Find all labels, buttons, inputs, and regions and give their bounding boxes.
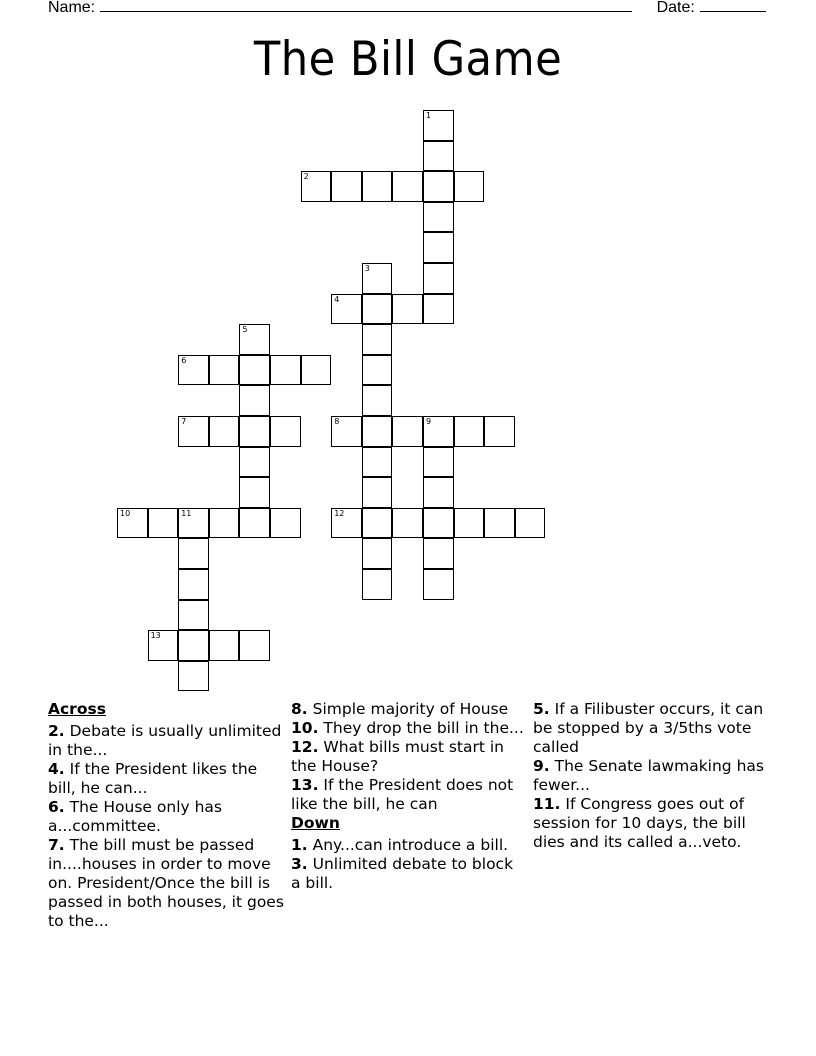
crossword-cell[interactable] <box>362 324 393 355</box>
crossword-cell[interactable] <box>392 508 423 539</box>
clue-down-1 <box>291 836 526 855</box>
crossword-cell[interactable] <box>454 171 485 202</box>
clue-number: 11. <box>533 795 561 813</box>
crossword-cell[interactable] <box>423 447 454 478</box>
crossword-cell[interactable] <box>423 477 454 508</box>
crossword-cell[interactable] <box>178 661 209 692</box>
cell-number: 7 <box>181 417 187 426</box>
crossword-cell[interactable] <box>423 508 454 539</box>
crossword-cell[interactable] <box>423 294 454 325</box>
crossword-cell[interactable] <box>270 416 301 447</box>
crossword-cell[interactable] <box>362 538 393 569</box>
crossword-cell[interactable] <box>239 324 270 355</box>
clues-column-3 <box>533 700 773 852</box>
crossword-cell[interactable] <box>178 569 209 600</box>
crossword-cell[interactable] <box>454 416 485 447</box>
clue-number: 7. <box>48 836 65 854</box>
crossword-cell[interactable] <box>423 202 454 233</box>
crossword-cell[interactable] <box>209 508 240 539</box>
clue-text: The bill must be passed in....houses in order to move on. President/Once the bill is passed in both houses, it goes to the... <box>48 836 284 930</box>
clue-down-3 <box>291 855 526 893</box>
crossword-cell[interactable] <box>209 416 240 447</box>
crossword-cell[interactable] <box>362 569 393 600</box>
crossword-cell[interactable] <box>239 385 270 416</box>
cell-number: 5 <box>242 325 248 335</box>
crossword-cell[interactable] <box>239 477 270 508</box>
crossword-cell[interactable] <box>362 294 393 325</box>
clue-text: If the President does not like the bill, he can <box>291 776 514 813</box>
crossword-cell[interactable] <box>392 171 423 202</box>
clue-number: 9. <box>533 757 550 775</box>
crossword-cell[interactable] <box>239 355 270 386</box>
crossword-cell[interactable] <box>515 508 546 539</box>
clue-down-9 <box>533 757 773 795</box>
crossword-cell[interactable] <box>331 294 362 325</box>
cell-number: 8 <box>334 417 340 426</box>
clue-down-11 <box>533 795 773 852</box>
crossword-cell[interactable] <box>423 171 454 202</box>
clue-number: 10. <box>291 719 319 737</box>
crossword-cell[interactable] <box>331 171 362 202</box>
clues-column-1 <box>48 700 288 931</box>
crossword-cell[interactable] <box>362 171 393 202</box>
crossword-cell[interactable] <box>331 416 362 447</box>
clue-across-10 <box>291 719 526 738</box>
clue-text: Simple majority of House <box>312 700 509 718</box>
clue-text: The House only has a...committee. <box>48 798 222 835</box>
crossword-cell[interactable] <box>239 630 270 661</box>
clue-text: What bills must start in the House? <box>291 738 504 775</box>
crossword-cell[interactable] <box>392 294 423 325</box>
cell-number: 6 <box>181 355 187 365</box>
crossword-cell[interactable] <box>117 508 148 539</box>
clue-across-4 <box>48 760 288 798</box>
cell-number: 10 <box>120 508 131 518</box>
clue-number: 4. <box>48 760 65 778</box>
clue-number: 2. <box>48 722 65 740</box>
page-title: The Bill Game <box>253 32 563 87</box>
clue-text: Debate is usually unlimited in the... <box>48 722 282 759</box>
crossword-cell[interactable] <box>423 263 454 294</box>
crossword-cell[interactable] <box>270 508 301 539</box>
clue-text: The Senate lawmaking has fewer... <box>533 757 764 794</box>
clue-number: 13. <box>291 776 319 794</box>
clue-number: 12. <box>291 738 319 756</box>
clue-down-5 <box>533 700 773 757</box>
cell-number: 11 <box>181 508 192 518</box>
clue-text: Any...can introduce a bill. <box>312 836 509 854</box>
clue-number: 8. <box>291 700 308 718</box>
clue-number: 5. <box>533 700 550 718</box>
clue-number: 1. <box>291 836 308 854</box>
crossword-cell[interactable] <box>423 538 454 569</box>
clue-across-6 <box>48 798 288 836</box>
crossword-cell[interactable] <box>362 263 393 294</box>
cell-number: 3 <box>364 264 370 273</box>
crossword-cell[interactable] <box>178 355 209 386</box>
crossword-cell[interactable] <box>270 355 301 386</box>
crossword-cell[interactable] <box>362 355 393 386</box>
crossword-cell[interactable] <box>148 508 179 539</box>
crossword-cell[interactable] <box>362 385 393 416</box>
clue-number: 6. <box>48 798 65 816</box>
crossword-cell[interactable] <box>239 508 270 539</box>
crossword-cell[interactable] <box>454 508 485 539</box>
crossword-cell[interactable] <box>178 538 209 569</box>
clue-across-8 <box>291 700 526 719</box>
crossword-cell[interactable] <box>178 416 209 447</box>
crossword-cell[interactable] <box>423 416 454 447</box>
crossword-cell[interactable] <box>423 232 454 263</box>
crossword-cell[interactable] <box>331 508 362 539</box>
crossword-cell[interactable] <box>484 508 515 539</box>
crossword-cell[interactable] <box>239 416 270 447</box>
crossword-cell[interactable] <box>178 508 209 539</box>
clue-number: 3. <box>291 855 308 873</box>
clue-across-12 <box>291 738 526 776</box>
crossword-cell[interactable] <box>392 416 423 447</box>
clue-text: If a Filibuster occurs, it can be stopped by a 3/5ths vote called <box>533 700 764 756</box>
clue-across-2 <box>48 722 288 760</box>
clue-text: If the President likes the bill, he can... <box>48 760 258 797</box>
clue-text: Unlimited debate to block a bill. <box>291 855 514 892</box>
cell-number: 2 <box>303 172 309 182</box>
crossword-cell[interactable] <box>301 355 332 386</box>
cell-number: 13 <box>150 631 161 641</box>
crossword-cell[interactable] <box>423 569 454 600</box>
crossword-cell[interactable] <box>239 447 270 478</box>
crossword-cell[interactable] <box>209 355 240 386</box>
crossword-cell[interactable] <box>148 630 179 661</box>
cell-number: 4 <box>334 294 340 304</box>
clue-across-13 <box>291 776 526 814</box>
clues-column-2 <box>291 700 526 893</box>
down-heading: Down <box>291 814 340 832</box>
crossword-cell[interactable] <box>484 416 515 447</box>
clue-across-7 <box>48 836 288 931</box>
date-label: Date: <box>656 0 695 16</box>
crossword-cell[interactable] <box>423 141 454 172</box>
crossword-cell[interactable] <box>362 447 393 478</box>
cell-number: 12 <box>334 508 345 518</box>
crossword-cell[interactable] <box>178 600 209 631</box>
crossword-cell[interactable] <box>209 630 240 661</box>
crossword-cell[interactable] <box>362 477 393 508</box>
cell-number: 1 <box>426 111 432 120</box>
crossword-cell[interactable] <box>362 508 393 539</box>
crossword-cell[interactable] <box>362 416 393 447</box>
crossword-cell[interactable] <box>178 630 209 661</box>
clue-text: If Congress goes out of session for 10 days, the bill dies and its called a...veto. <box>533 795 746 851</box>
across-heading: Across <box>48 700 106 718</box>
cell-number: 9 <box>426 417 432 426</box>
crossword-cell[interactable] <box>301 171 332 202</box>
clue-text: They drop the bill in the... <box>323 719 524 737</box>
name-label: Name: <box>48 0 96 16</box>
crossword-cell[interactable] <box>423 110 454 141</box>
